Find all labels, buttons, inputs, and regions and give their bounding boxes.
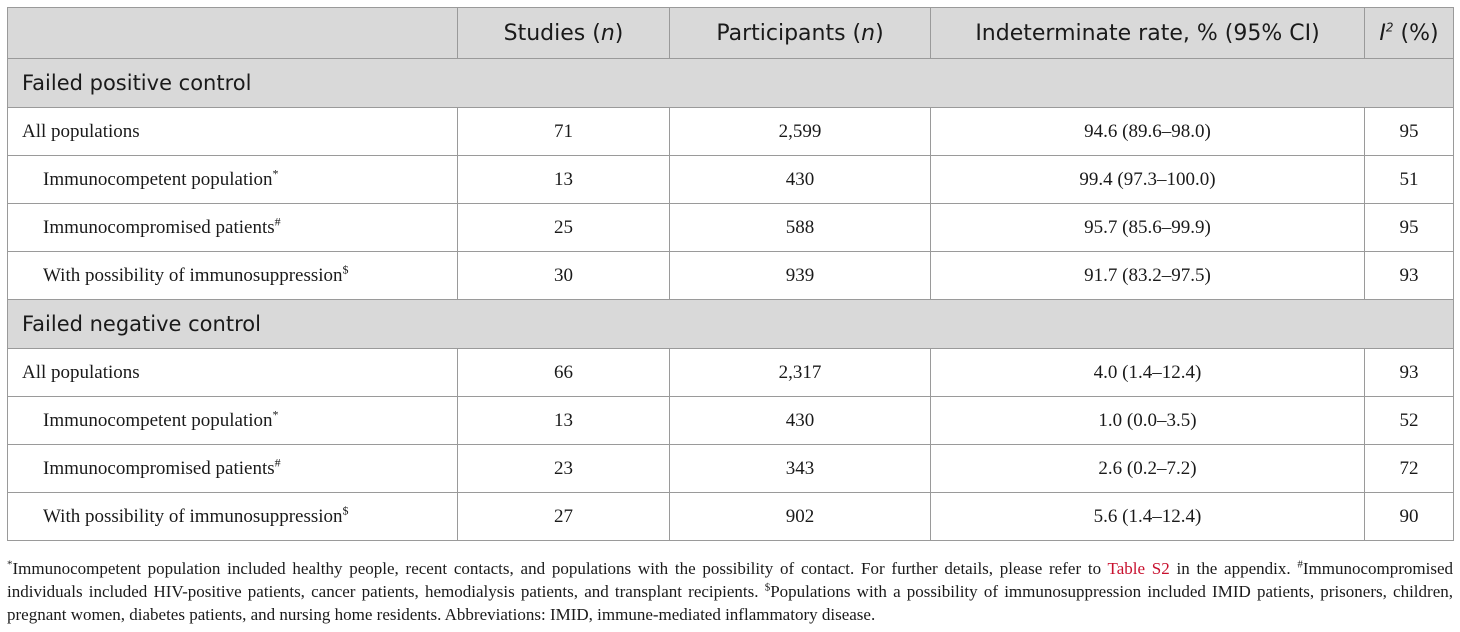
table-row — [8, 445, 1454, 493]
rate-cell: 94.6 (89.6–98.0) — [931, 108, 1365, 156]
studies-cell: 66 — [458, 349, 670, 397]
i2-cell: 93 — [1365, 252, 1454, 300]
rate-cell: 91.7 (83.2–97.5) — [931, 252, 1365, 300]
participants-cell: 902 — [670, 493, 931, 541]
row-label: Immunocompetent population* — [8, 156, 458, 204]
row-label: Immunocompromised patients# — [8, 204, 458, 252]
footnote-mark: * — [7, 558, 13, 571]
i2-cell: 95 — [1365, 108, 1454, 156]
studies-cell: 13 — [458, 156, 670, 204]
footnote-mark: $ — [764, 581, 771, 594]
rate-cell: 2.6 (0.2–7.2) — [931, 445, 1365, 493]
footnote-text: in the appendix. — [1169, 559, 1298, 578]
footnote-text: Immunocompromised individuals included HIV-positive patients, cancer patients, hemodialysis patients, and transplant recipients. — [7, 559, 1454, 601]
section-row-positive — [8, 59, 1454, 108]
table-row — [8, 397, 1454, 445]
results-table — [7, 7, 1454, 541]
rate-cell: 99.4 (97.3–100.0) — [931, 156, 1365, 204]
table-s2-link[interactable]: Table S2 — [1107, 559, 1170, 578]
header-studies: Studies (n) — [458, 8, 670, 59]
studies-cell: 30 — [458, 252, 670, 300]
table-row — [8, 252, 1454, 300]
table-row — [8, 493, 1454, 541]
participants-cell: 2,599 — [670, 108, 931, 156]
participants-cell: 2,317 — [670, 349, 931, 397]
studies-cell: 27 — [458, 493, 670, 541]
i2-cell: 93 — [1365, 349, 1454, 397]
studies-cell: 13 — [458, 397, 670, 445]
header-i2: $I^2$ (%) — [1365, 8, 1454, 59]
header-row — [8, 8, 1454, 59]
section-title: Failed negative control — [8, 300, 1454, 349]
section-row-negative — [8, 300, 1454, 349]
table-footnote — [7, 557, 1453, 626]
table-row — [8, 108, 1454, 156]
row-label: All populations — [8, 108, 458, 156]
row-label: With possibility of immunosuppression$ — [8, 493, 458, 541]
participants-cell: 588 — [670, 204, 931, 252]
participants-cell: 343 — [670, 445, 931, 493]
studies-cell: 23 — [458, 445, 670, 493]
row-label: All populations — [8, 349, 458, 397]
header-label-column — [8, 8, 458, 59]
header-indeterminate-rate: Indeterminate rate, % (95% CI) — [931, 8, 1365, 59]
i2-cell: 90 — [1365, 493, 1454, 541]
footnote-text: Populations with a possibility of immunosuppression included IMID patients, prisoners, children, pregnant women, diabetes patients, and nursing home residents. Abbreviations: IMID, immune-mediated inflammatory disease. — [7, 582, 1453, 624]
row-label: Immunocompromised patients# — [8, 445, 458, 493]
footnote-mark: # — [1297, 558, 1303, 571]
rate-cell: 4.0 (1.4–12.4) — [931, 349, 1365, 397]
footnote-text: Immunocompetent population included healthy people, recent contacts, and populations with the possibility of contact. For further details, please refer to — [12, 559, 1108, 578]
table-row — [8, 156, 1454, 204]
rate-cell: 95.7 (85.6–99.9) — [931, 204, 1365, 252]
studies-cell: 25 — [458, 204, 670, 252]
rate-cell: 5.6 (1.4–12.4) — [931, 493, 1365, 541]
header-participants: Participants (n) — [670, 8, 931, 59]
row-label: Immunocompetent population* — [8, 397, 458, 445]
i2-cell: 52 — [1365, 397, 1454, 445]
i2-cell: 72 — [1365, 445, 1454, 493]
participants-cell: 430 — [670, 156, 931, 204]
table-row — [8, 204, 1454, 252]
table-row — [8, 349, 1454, 397]
section-title: Failed positive control — [8, 59, 1454, 108]
participants-cell: 430 — [670, 397, 931, 445]
studies-cell: 71 — [458, 108, 670, 156]
rate-cell: 1.0 (0.0–3.5) — [931, 397, 1365, 445]
participants-cell: 939 — [670, 252, 931, 300]
i2-cell: 51 — [1365, 156, 1454, 204]
i2-cell: 95 — [1365, 204, 1454, 252]
row-label: With possibility of immunosuppression$ — [8, 252, 458, 300]
